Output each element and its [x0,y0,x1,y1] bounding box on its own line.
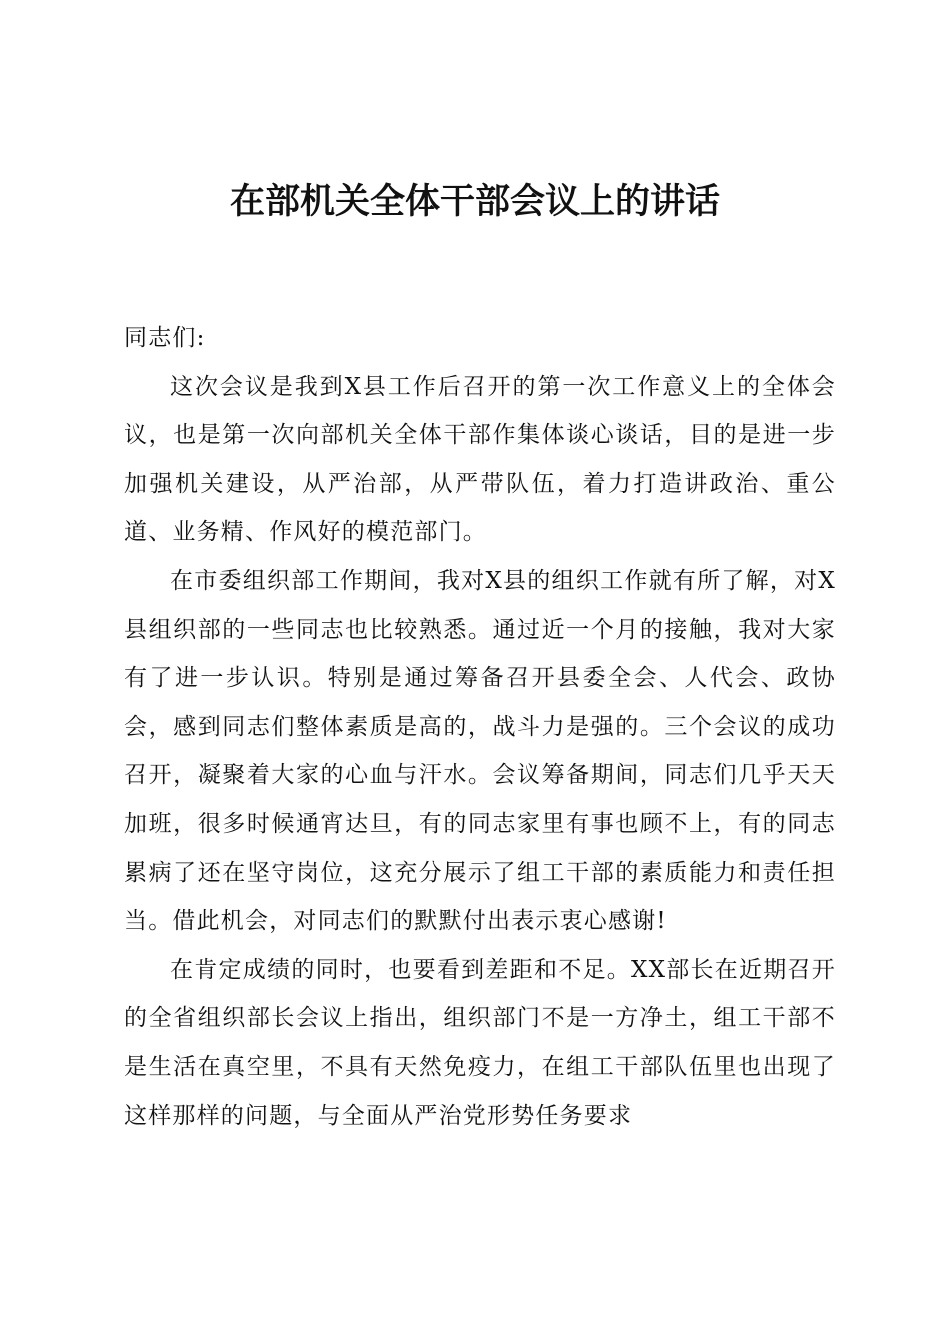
document-body [124,314,836,1140]
paragraph-3: 在肯定成绩的同时，也要看到差距和不足。XX部长在近期召开的全省组织部长会议上指出，组织部门不是一方净土，组工干部不是生活在真空里，不具有天然免疫力，在组工干部队伍里也出现了这样那样的问题，与全面从严治党形势任务要求 [124,956,836,1129]
paragraph-2: 在市委组织部工作期间，我对X县的组织工作就有所了解，对X县组织部的一些同志也比较熟悉。通过近一个月的接触，我对大家有了进一步认识。特别是通过筹备召开县委全会、人代会、政协会，感到同志们整体素质是高的，战斗力是强的。三个会议的成功召开，凝聚着大家的心血与汗水。会议筹备期间，同志们几乎天天加班，很多时候通宵达旦，有的同志家里有事也顾不上，有的同志累病了还在坚守岗位，这充分展示了组工干部的素质能力和责任担当。借此机会，对同志们的默默付出表示衷心感谢! [124,567,836,935]
salutation: 同志们: [124,325,206,351]
paragraph-1: 这次会议是我到X县工作后召开的第一次工作意义上的全体会议，也是第一次向部机关全体干部作集体谈心谈话，目的是进一步加强机关建设，从严治部，从严带队伍，着力打造讲政治、重公道、业务精、作风好的模范部门。 [124,373,836,546]
document-title: 在部机关全体干部会议上的讲话 [229,181,720,222]
